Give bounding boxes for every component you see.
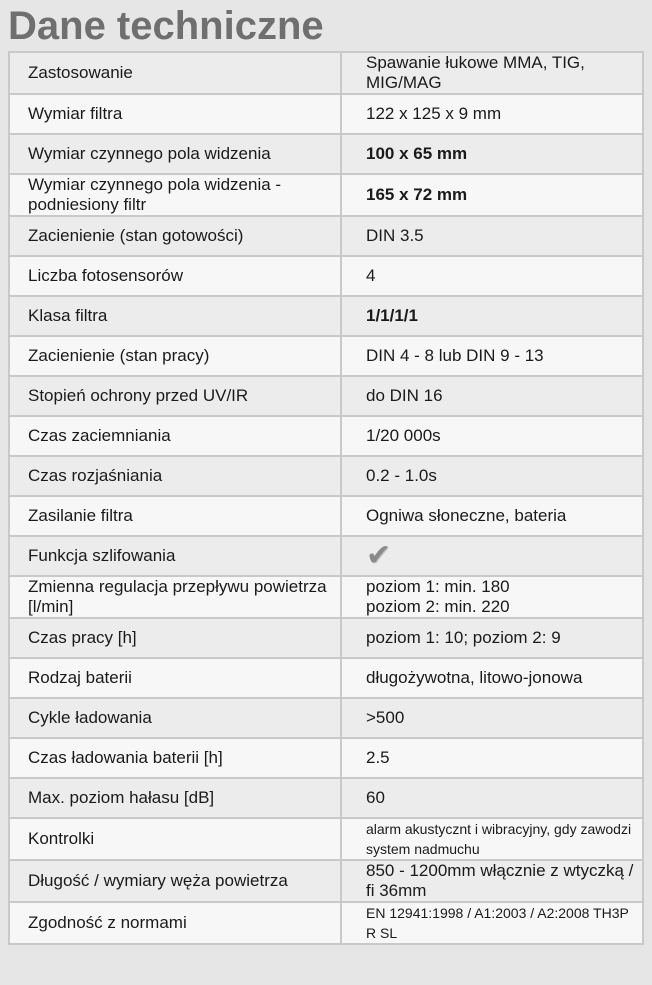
table-row [9,536,643,576]
row-value: 100 x 65 mm [341,134,643,174]
row-value: do DIN 16 [341,376,643,416]
row-label: Rodzaj baterii [9,658,341,698]
row-value: długożywotna, litowo-jonowa [341,658,643,698]
row-label: Zmienna regulacja przepływu powietrza [l/min] [9,576,341,618]
row-label: Kontrolki [9,818,341,860]
table-row [9,902,643,944]
row-label: Czas rozjaśniania [9,456,341,496]
table-row [9,456,643,496]
row-label: Zacienienie (stan gotowości) [9,216,341,256]
row-value: 850 - 1200mm włącznie z wtyczką / fi 36mm [341,860,643,902]
row-label: Klasa filtra [9,296,341,336]
table-row [9,658,643,698]
table-row [9,860,643,902]
row-label: Wymiar czynnego pola widzenia [9,134,341,174]
row-label: Wymiar filtra [9,94,341,134]
row-label: Czas zaciemniania [9,416,341,456]
row-label: Długość / wymiary węża powietrza [9,860,341,902]
table-row [9,256,643,296]
row-value: Spawanie łukowe MMA, TIG, MIG/MAG [341,52,643,94]
table-row [9,738,643,778]
row-value: 122 x 125 x 9 mm [341,94,643,134]
row-value [341,576,643,618]
checkmark-icon: ✔ [366,539,392,572]
table-row [9,818,643,860]
row-value: 4 [341,256,643,296]
row-value: Ogniwa słoneczne, bateria [341,496,643,536]
page-title: Dane techniczne [8,4,324,48]
row-value: DIN 3.5 [341,216,643,256]
row-value: >500 [341,698,643,738]
row-label: Zastosowanie [9,52,341,94]
row-label: Liczba fotosensorów [9,256,341,296]
row-value: poziom 1: 10; poziom 2: 9 [341,618,643,658]
row-value: 1/20 000s [341,416,643,456]
table-row [9,576,643,618]
row-value: EN 12941:1998 / A1:2003 / A2:2008 TH3P R SL [341,902,643,944]
table-row [9,296,643,336]
table-row [9,336,643,376]
row-label: Zasilanie filtra [9,496,341,536]
table-row [9,94,643,134]
table-row [9,416,643,456]
table-row [9,618,643,658]
table-row [9,376,643,416]
row-label: Funkcja szlifowania [9,536,341,576]
table-row [9,778,643,818]
row-label: Czas ładowania baterii [h] [9,738,341,778]
row-label: Cykle ładowania [9,698,341,738]
row-value: alarm akustycznt i wibracyjny, gdy zawodzi system nadmuchu [341,818,643,860]
spec-table [8,51,644,945]
value-line: poziom 1: min. 180 [366,577,510,596]
row-label: Czas pracy [h] [9,618,341,658]
row-label: Max. poziom hałasu [dB] [9,778,341,818]
row-value [341,536,643,576]
table-row [9,52,643,94]
row-label: Wymiar czynnego pola widzenia - podniesiony filtr [9,174,341,216]
row-value: 2.5 [341,738,643,778]
row-label: Zgodność z normami [9,902,341,944]
row-value: 165 x 72 mm [341,174,643,216]
row-value: 60 [341,778,643,818]
table-row [9,216,643,256]
row-value: DIN 4 - 8 lub DIN 9 - 13 [341,336,643,376]
table-row [9,134,643,174]
row-value: 1/1/1/1 [341,296,643,336]
value-line: poziom 2: min. 220 [366,597,510,616]
table-row [9,174,643,216]
row-label: Stopień ochrony przed UV/IR [9,376,341,416]
table-row [9,698,643,738]
row-value: 0.2 - 1.0s [341,456,643,496]
row-label: Zacienienie (stan pracy) [9,336,341,376]
table-row [9,496,643,536]
